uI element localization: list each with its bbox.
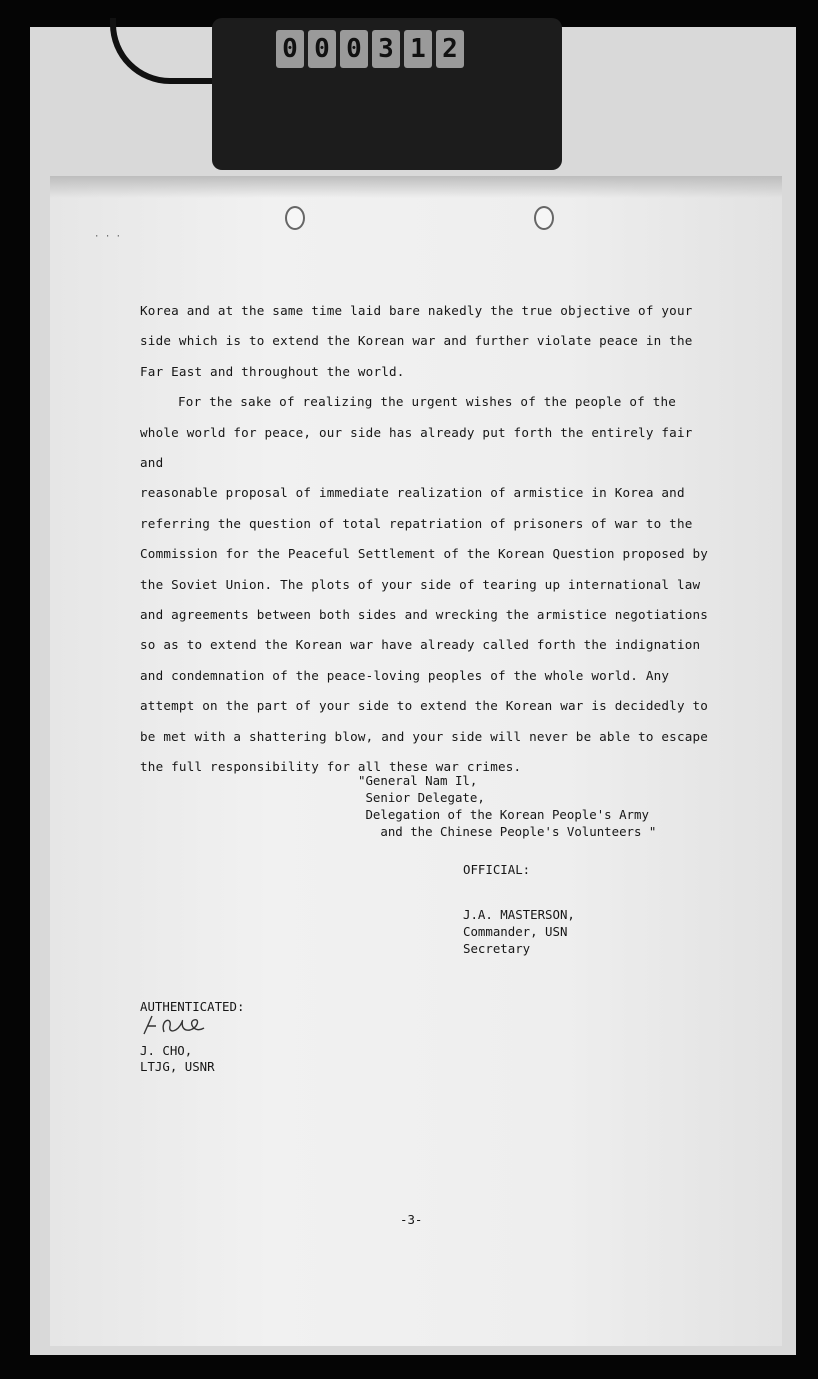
frame-counter bbox=[276, 30, 472, 70]
body-line: reasonable proposal of immediate realization of armistice in Korea and bbox=[140, 485, 685, 501]
body-line: and condemnation of the peace-loving peoples of the whole world. Any bbox=[140, 667, 670, 683]
official-label: OFFICIAL: bbox=[463, 862, 531, 877]
official-title: Secretary bbox=[463, 941, 531, 956]
body-line: Korea and at the same time laid bare nakedly the true objective of your bbox=[140, 303, 693, 318]
body-line: and agreements between both sides and wrecking the armistice negotiations bbox=[140, 607, 709, 623]
letter-body bbox=[140, 296, 710, 783]
page-number: -3- bbox=[400, 1212, 423, 1227]
punch-hole-left bbox=[285, 206, 305, 230]
body-line: the Soviet Union. The plots of your side of tearing up international law bbox=[140, 576, 701, 592]
signature-name: "General Nam Il, bbox=[358, 773, 478, 788]
body-line: referring the question of total repatriation of prisoners of war to the bbox=[140, 515, 693, 531]
authenticated-signature bbox=[140, 1043, 215, 1075]
authenticated-name: J. CHO, bbox=[140, 1043, 193, 1058]
body-line: the full responsibility for all these war crimes. bbox=[140, 759, 522, 775]
counter-digit: 0 bbox=[308, 30, 336, 68]
counter-digit: 3 bbox=[372, 30, 400, 68]
body-line: Commission for the Peaceful Settlement of the Korean Question proposed by bbox=[140, 546, 709, 562]
official-signature bbox=[463, 906, 575, 957]
body-line: Far East and throughout the world. bbox=[140, 363, 405, 379]
punch-hole-right bbox=[534, 206, 554, 230]
signature-org-cont: and the Chinese People's Volunteers " bbox=[358, 824, 657, 839]
page-shadow bbox=[50, 176, 782, 198]
stray-marks: · · · bbox=[94, 232, 122, 242]
signature-block bbox=[358, 772, 656, 840]
authenticated-label: AUTHENTICATED: bbox=[140, 999, 245, 1014]
authenticated-rank: LTJG, USNR bbox=[140, 1059, 215, 1074]
body-line: so as to extend the Korean war have already called forth the indignation bbox=[140, 637, 701, 653]
signature-title: Senior Delegate, bbox=[358, 790, 485, 805]
official-rank: Commander, USN bbox=[463, 924, 568, 939]
official-name: J.A. MASTERSON, bbox=[463, 907, 575, 922]
handwritten-initials bbox=[138, 1010, 228, 1040]
counter-digit: 1 bbox=[404, 30, 432, 68]
body-line: For the sake of realizing the urgent wishes of the people of the bbox=[178, 394, 677, 410]
body-line: attempt on the part of your side to extend the Korean war is decidedly to bbox=[140, 698, 709, 714]
body-line: be met with a shattering blow, and your side will never be able to escape bbox=[140, 728, 709, 744]
counter-digit: 2 bbox=[436, 30, 464, 68]
body-line: side which is to extend the Korean war and further violate peace in the bbox=[140, 333, 693, 349]
signature-org: Delegation of the Korean People's Army bbox=[358, 807, 649, 822]
body-line: whole world for peace, our side has already put forth the entirely fair and bbox=[140, 424, 693, 471]
counter-digit: 0 bbox=[276, 30, 304, 68]
counter-digit: 0 bbox=[340, 30, 368, 68]
